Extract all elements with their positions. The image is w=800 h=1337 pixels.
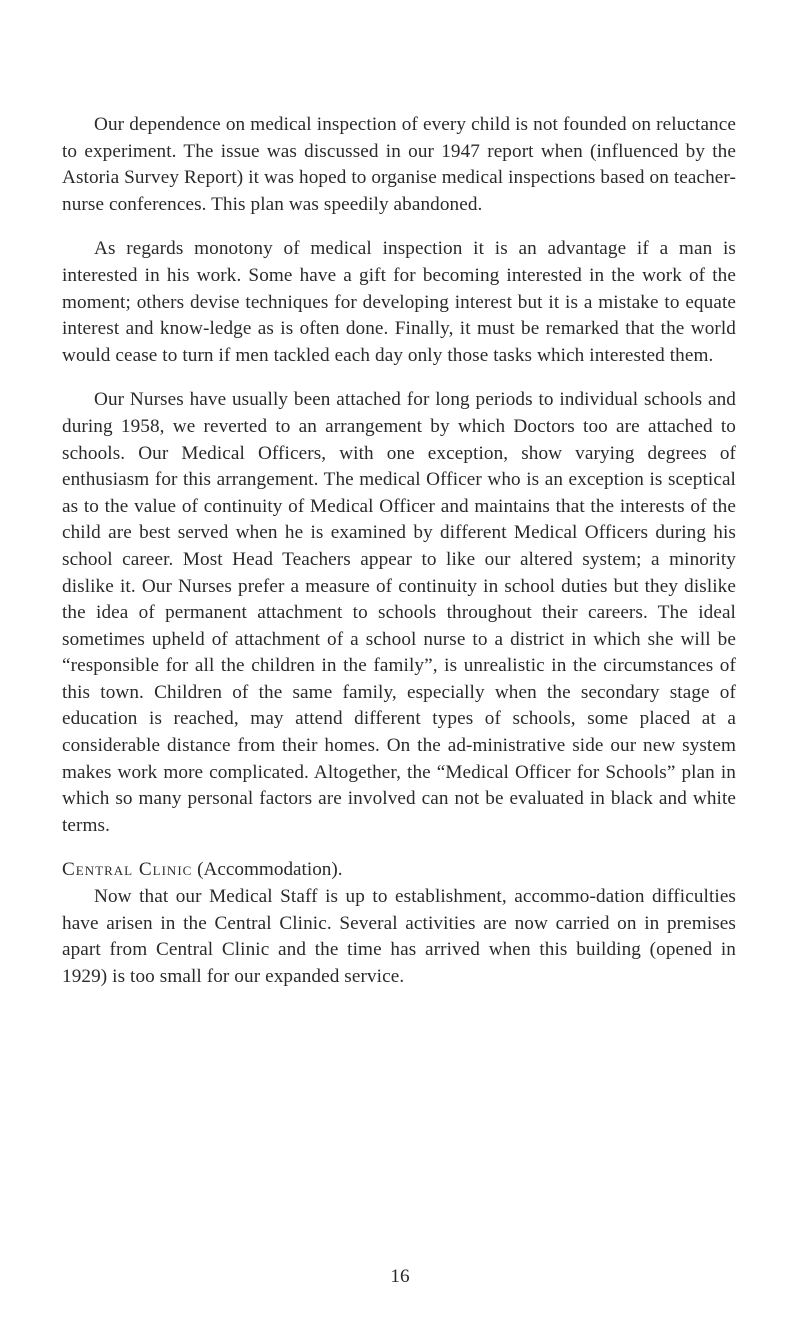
section-heading-title: Central Clinic — [62, 859, 193, 881]
paragraph-nurses-attachment: Our Nurses have usually been attached for long periods to individual schools and during 1958, we reverted to an arrangement by which Doctors too are attached to schools. Our Medical Officers, with one exception, show varying degrees of enthusiasm for this arrangement. The medical Officer who is an exception is sceptical as to the value of continuity of Medical Officer and maintains that the interests of the child are best served when he is examined by different Medical Officers during his school career. Most Head Teachers appear to like our altered system; a minority dislike it. Our Nurses prefer a measure of continuity in school duties but they dislike the idea of permanent attachment to schools throughout their careers. The ideal sometimes upheld of attachment of a school nurse to a district in which she will be “responsible for all the children in the family”, is unrealistic in the circumstances of this town. Children of the same family, especially when the secondary stage of education is reached, may attend different types of schools, some placed at a considerable distance from their homes. On the ad-ministrative side our new system makes work more complicated. Altogether, the “Medical Officer for Schools” plan in which so many personal factors are involved can not be evaluated in black and white terms. — [62, 389, 736, 836]
section-heading — [62, 857, 736, 884]
document-page — [62, 112, 736, 990]
section-heading-suffix: (Accommodation). — [197, 859, 343, 881]
paragraph-monotony: As regards monotony of medical inspection it is an advantage if a man is interested in his work. Some have a gift for becoming interested in the work of the moment; others devise techniques for developing interest but it is a mistake to equate interest and know-ledge as is often done. Finally, it must be remarked that the world would cease to turn if men tackled each day only those tasks which interested them. — [62, 238, 736, 366]
page-number: 16 — [390, 1266, 410, 1287]
paragraph-central-clinic: Now that our Medical Staff is up to establishment, accommo-dation difficulties have arisen in the Central Clinic. Several activities are now carried on in premises apart from Central Clinic and the time has arrived when this building (opened in 1929) is too small for our expanded service. — [62, 886, 736, 987]
paragraph-medical-inspection-dependence: Our dependence on medical inspection of every child is not founded on reluctance to experiment. The issue was discussed in our 1947 report when (influenced by the Astoria Survey Report) it was hoped to organise medical inspections based on teacher-nurse conferences. This plan was speedily abandoned. — [62, 114, 736, 215]
